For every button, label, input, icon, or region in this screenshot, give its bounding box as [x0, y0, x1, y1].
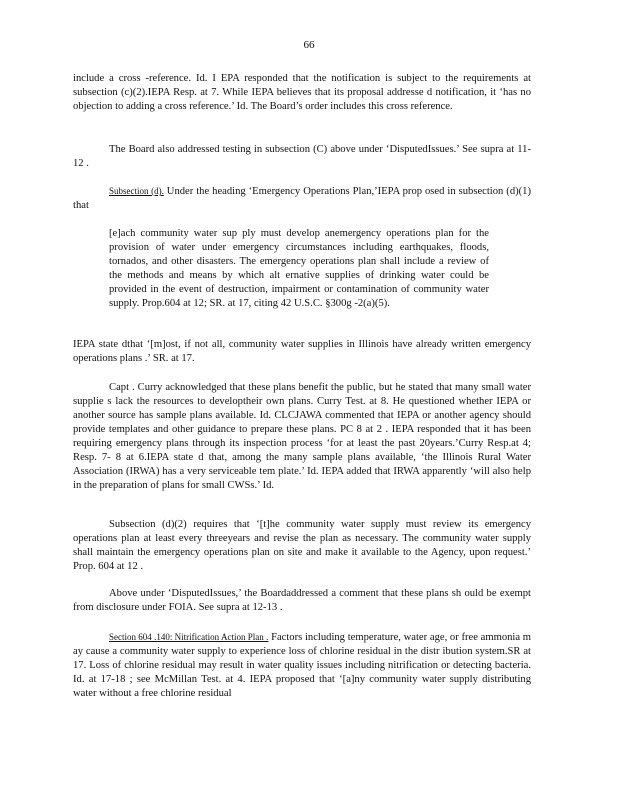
subsection-d-heading: Subsection (d).: [109, 186, 164, 196]
block-quote-emergency-plan: [e]ach community water sup ply must develop anemergency operations plan for the provision of water under emergency circumstances including earthquakes, floods, tornados, and other disasters. The emergency operations plan shall include a review of the methods and means by which alt ernative supplies of drinking water could be provided in the event of destruction, impairment or contamination of community water supply. Prop.604 at 12; SR. at 17, citing 42 U.S.C. §300g -2(a)(5).: [109, 228, 489, 309]
paragraph-iepa-statement: IEPA state dthat ‘[m]ost, if not all, community water supplies in Illinois have already written emergency operations plans .’ SR. at 17.: [73, 339, 531, 364]
paragraph-section-604-140: [73, 630, 531, 701]
section-604-140-text: Factors including temperature, water age, or free ammonia m ay cause a community water supply to experience loss of chlorine residual in the distr ibution system.SR at 17. Loss of chlorine residual may result in water quality issues including nitrification or detecting bacteria. Id. at 17-18 ; see McMillan Test. at 4. IEPA proposed that ‘[a]ny community water supply distributing water without a free chlorine residual: [73, 632, 532, 699]
paragraph-subsection-d: [73, 184, 531, 213]
paragraph-foia: Above under ‘DisputedIssues,’ the Boardaddressed a comment that these plans sh ould be exempt from disclosure under FOIA. See supra at 12-13 .: [73, 588, 531, 613]
paragraph-testing: The Board also addressed testing in subsection (C) above under ‘DisputedIssues.’ See supra at 11-12 .: [73, 144, 531, 169]
paragraph-curry-testimony: Capt . Curry acknowledged that these plans benefit the public, but he stated that many small water supplie s lack the resources to developtheir own plans. Curry Test. at 8. He questioned whether IEPA or another source has sample plans available. Id. CLCJAWA commented that IEPA or another agency should provide templates and other guidance to prepare these plans. PC 8 at 2 . IEPA responded that it has been requiring emergency plans through its inspection process ‘for at least the past 20years.’Curry Resp.at 4; Resp. 7- 8 at 6.IEPA state d that, among the many sample plans available, ‘the Illinois Rural Water Association (IRWA) has a very serviceable tem plate.’ Id. IEPA added that IRWA apparently ‘will also help in the preparation of plans for small CWSs.’ Id.: [73, 382, 531, 491]
paragraph-cross-reference: include a cross -reference. Id. I EPA responded that the notification is subject to the requirements at subsection (c)(2).IEPA Resp. at 7. While IEPA believes that its proposal addresse d notification, it ‘has no objection to adding a cross reference.’ Id. The Board’s order includes this cross reference.: [73, 73, 531, 112]
subsection-d-text: Under the heading ‘Emergency Operations Plan,’IEPA prop osed in subsection (d)(1) that: [73, 186, 532, 211]
section-604-140-heading: Section 604 .140: Nitrification Action Plan .: [109, 632, 269, 642]
paragraph-subsection-d2: Subsection (d)(2) requires that ‘[t]he community water supply must review its emergency operations plan at least every threeyears and revise the plan as necessary. The community water supply shall maintain the emergency operations plan on site and make it available to the Agency, upon request.’ Prop. 604 at 12 .: [73, 519, 531, 572]
page-number: 66: [303, 39, 315, 51]
